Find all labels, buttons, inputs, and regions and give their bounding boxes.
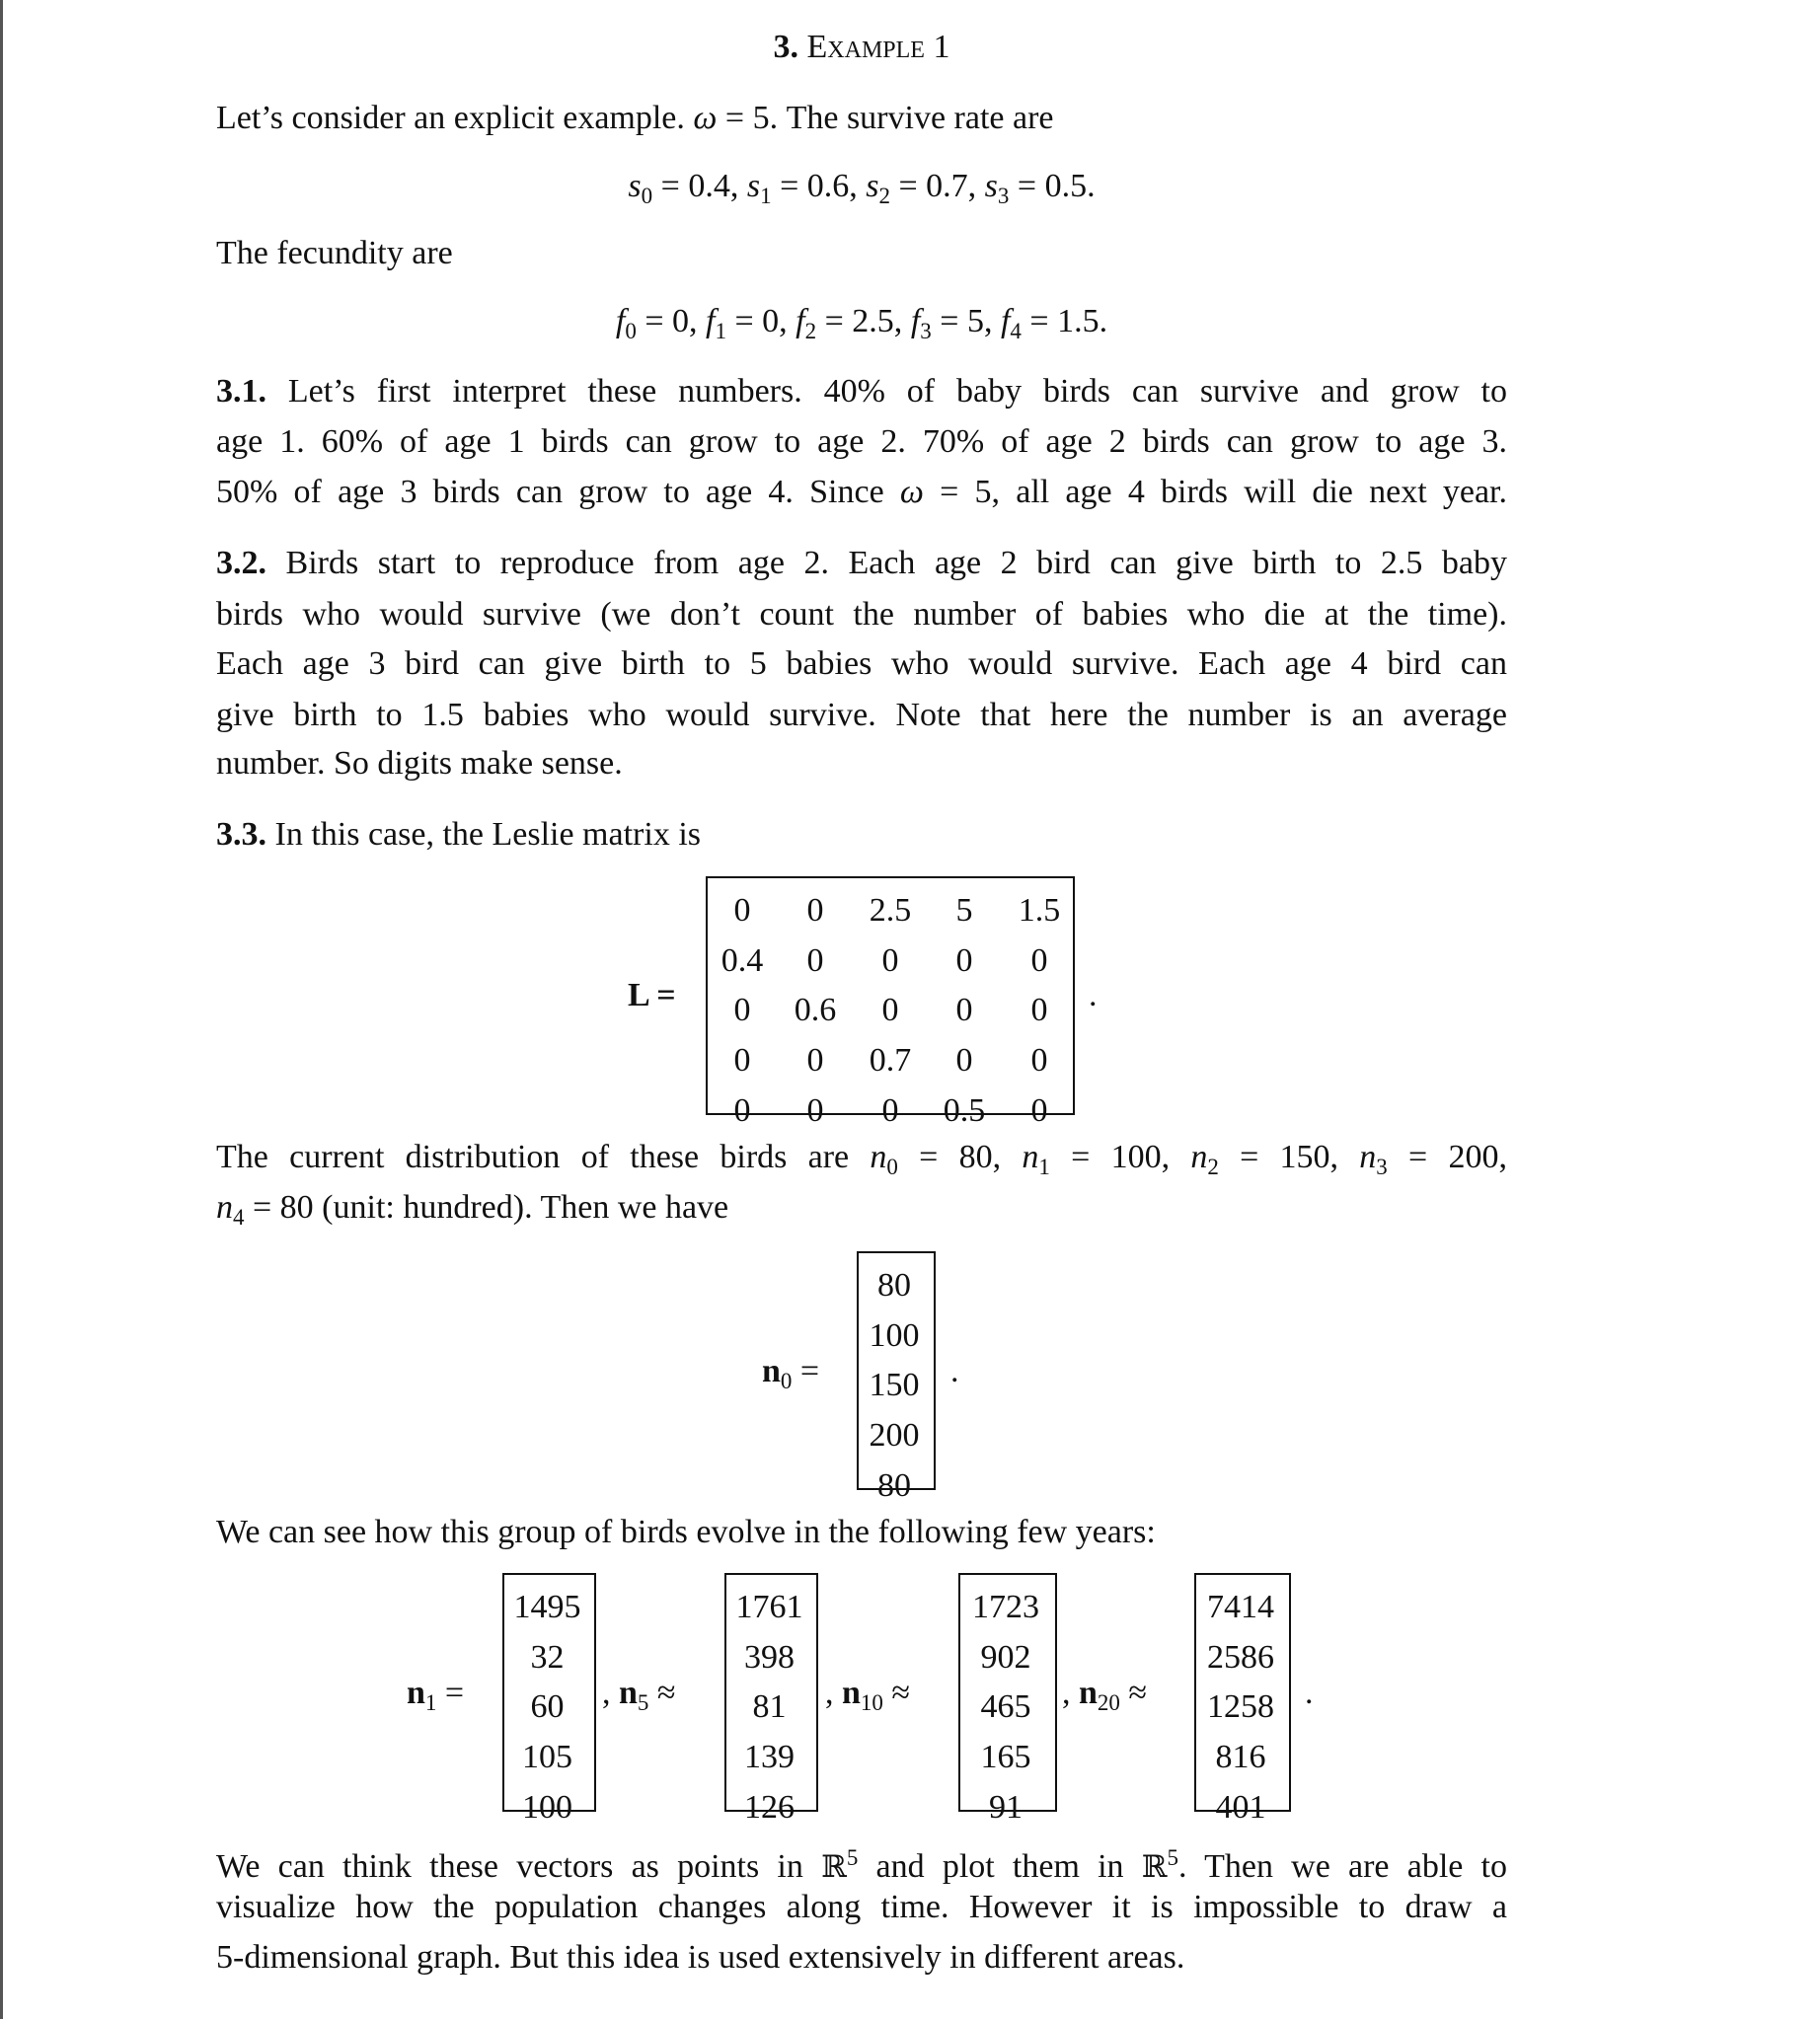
vector-cell: 80	[877, 1466, 911, 1504]
text-segment: = 200,	[1387, 1139, 1507, 1175]
vector-cell: 105	[522, 1739, 572, 1776]
math-symbol: n	[870, 1139, 887, 1175]
text-segment: = 0.7,	[889, 168, 985, 204]
matrix-cell: 0	[955, 992, 973, 1029]
vector-name: n	[1079, 1675, 1098, 1711]
text-segment: 50% of age 3 birds can grow to age 4. Since	[216, 474, 900, 510]
vector-label	[602, 1668, 676, 1728]
text-segment: birds who would survive (we don’t count the number of babies who die at the time).	[216, 596, 1507, 633]
text-line	[216, 1507, 1507, 1557]
math-symbol: 1	[715, 319, 726, 343]
text-segment: Birds start to reproduce from age 2. Each age 2 bird can give birth to 2.5 baby	[266, 545, 1507, 581]
math-symbol: n	[1022, 1139, 1039, 1175]
vector-cell: 902	[980, 1638, 1031, 1676]
matrix-cell: 0	[806, 892, 824, 929]
relation: ≈	[882, 1675, 911, 1711]
matrix-cell: 0.6	[794, 992, 837, 1029]
text-segment: age 1. 60% of age 1 birds can grow to age 2. 70% of age 2 birds can grow to age 3.	[216, 423, 1507, 460]
vector-cell: 401	[1215, 1788, 1266, 1826]
math-symbol: f	[796, 303, 805, 339]
paragraph-number: 3.3.	[216, 816, 266, 853]
math-symbol: 1	[1038, 1155, 1050, 1179]
math-symbol: f	[706, 303, 716, 339]
vector-cell: 32	[530, 1638, 565, 1676]
matrix-cell: 0	[733, 1042, 751, 1080]
leslie-period: .	[1089, 977, 1098, 1013]
matrix-cell: 0	[881, 941, 899, 979]
math-symbol: ω	[899, 474, 924, 510]
vector-label	[407, 1668, 464, 1728]
text-segment: The fecundity are	[216, 235, 453, 271]
label-prefix: ,	[1062, 1675, 1079, 1711]
math-symbol: 1	[760, 184, 772, 208]
text-line	[216, 1832, 1507, 1883]
leslie-matrix	[706, 876, 1075, 1129]
n0-vector	[857, 1251, 936, 1504]
vector-cell: 2586	[1207, 1638, 1274, 1676]
math-symbol: 4	[233, 1205, 245, 1230]
text-line	[216, 690, 1507, 740]
text-segment: = 0.4,	[652, 168, 747, 204]
matrix-cell: 0	[955, 1042, 973, 1080]
text-segment: number. So digits make sense.	[216, 745, 623, 782]
matrix-cell: 0	[733, 892, 751, 929]
text-line	[216, 296, 1507, 346]
population-vector	[724, 1573, 818, 1826]
math-symbol: n	[216, 1189, 233, 1226]
text-segment: 5-dimensional graph. But this idea is used extensively in different areas.	[216, 1939, 1185, 1976]
text-line	[216, 1882, 1507, 1932]
text-segment: In this case, the Leslie matrix is	[266, 816, 701, 853]
text-segment: give birth to 1.5 babies who would survive. Note that here the number is an average	[216, 697, 1507, 733]
matrix-cell: 0	[881, 992, 899, 1029]
vector-cell: 91	[989, 1788, 1023, 1826]
paragraph-number: 3.2.	[216, 545, 266, 581]
text-line	[216, 161, 1507, 211]
vector-cell: 1495	[513, 1589, 581, 1625]
vector-subscript: 5	[637, 1690, 649, 1715]
matrix-cell: 0.4	[720, 941, 764, 979]
section-number: 3.	[773, 29, 799, 65]
math-symbol: n	[1359, 1139, 1377, 1175]
section-title	[0, 22, 1723, 72]
vector-cell: 1723	[972, 1589, 1039, 1625]
vector-cell: 465	[980, 1688, 1031, 1726]
math-symbol: 2	[1207, 1155, 1219, 1179]
matrix-cell: 0	[806, 1042, 824, 1080]
text-segment: = 0.6,	[771, 168, 867, 204]
math-symbol: n	[1190, 1139, 1208, 1175]
text-line	[216, 809, 1507, 860]
population-vector	[502, 1573, 596, 1826]
math-symbol: 0	[641, 184, 653, 208]
matrix-cell: 2.5	[869, 892, 912, 929]
matrix-cell: 1.5	[1018, 892, 1061, 929]
vector-subscript: 20	[1097, 1690, 1120, 1715]
vector-subscript: 1	[424, 1690, 437, 1715]
text-segment: = 5. The survive rate are	[717, 100, 1054, 136]
vector-cell: 200	[869, 1417, 920, 1455]
math-symbol: f	[910, 303, 921, 339]
vector-cell: 398	[744, 1638, 795, 1676]
text-segment: = 0,	[636, 303, 707, 339]
vector-cell: 7414	[1207, 1589, 1274, 1625]
text-line	[216, 638, 1507, 689]
vector-cell: 816	[1215, 1739, 1266, 1776]
math-symbol: 2	[878, 184, 890, 208]
matrix-cell: 5	[955, 892, 973, 929]
math-symbol: s	[984, 168, 998, 204]
text-segment: Let’s first interpret these numbers. 40% of baby birds can survive and grow to	[266, 373, 1507, 410]
text-line	[216, 589, 1507, 639]
vector-cell: 1258	[1207, 1688, 1274, 1726]
page-left-border	[0, 0, 3, 2019]
vector-name: n	[842, 1675, 861, 1711]
text-line	[216, 538, 1507, 588]
vector-cell: 100	[522, 1788, 572, 1826]
text-segment: Each age 3 bird can give birth to 5 babies who would survive. Each age 4 bird can	[216, 645, 1507, 682]
matrix-cell: 0	[955, 941, 973, 979]
paragraph-number: 3.1.	[216, 373, 266, 410]
text-segment: and plot them in	[858, 1848, 1142, 1885]
vector-cell: 100	[869, 1316, 920, 1354]
text-line	[216, 1932, 1507, 1982]
matrix-cell: 0	[733, 992, 751, 1029]
text-line	[216, 366, 1507, 416]
text-segment: visualize how the population changes along time. However it is impossible to draw a	[216, 1889, 1507, 1925]
matrix-cell: 0	[881, 1091, 899, 1129]
text-segment: = 80 (unit: hundred). Then we have	[244, 1189, 729, 1226]
text-segment: The current distribution of these birds are	[216, 1139, 871, 1175]
text-segment: = 100,	[1049, 1139, 1191, 1175]
math-symbol: 3	[1376, 1155, 1388, 1179]
evolution-period: .	[1305, 1675, 1314, 1711]
label-prefix: ,	[602, 1675, 619, 1711]
math-symbol: ω	[693, 100, 718, 136]
vector-name: n	[407, 1675, 425, 1711]
text-segment: We can think these vectors as points in	[216, 1848, 822, 1885]
text-segment: = 0,	[725, 303, 796, 339]
matrix-cell: 0	[806, 1091, 824, 1129]
matrix-cell: 0	[1030, 1042, 1048, 1080]
text-segment: = 0.5.	[1009, 168, 1096, 204]
matrix-cell: 0.7	[869, 1042, 912, 1080]
math-symbol: ℝ	[821, 1849, 847, 1885]
text-segment: = 5, all age 4 birds will die next year.	[923, 474, 1507, 510]
matrix-cell: 0	[733, 1091, 751, 1129]
text-segment: = 2.5,	[816, 303, 911, 339]
math-symbol: 3	[997, 184, 1010, 208]
math-symbol: 3	[920, 319, 932, 343]
text-line	[216, 738, 1507, 788]
math-symbol: f	[1000, 303, 1011, 339]
math-symbol: s	[746, 168, 761, 204]
matrix-cell: 0	[1030, 941, 1048, 979]
math-symbol: ℝ	[1141, 1849, 1168, 1885]
text-segment: We can see how this group of birds evolve in the following few years:	[216, 1514, 1156, 1550]
math-symbol: 0	[886, 1155, 898, 1179]
vector-cell: 1761	[735, 1589, 803, 1625]
text-line	[216, 1182, 1507, 1233]
vector-cell: 60	[530, 1688, 565, 1726]
text-segment: . Then we are able to	[1178, 1848, 1508, 1885]
vector-cell: 139	[744, 1739, 795, 1776]
text-segment: = 150,	[1218, 1139, 1360, 1175]
text-line	[216, 467, 1507, 517]
text-line	[216, 416, 1507, 467]
section-name: Example 1	[806, 29, 950, 65]
vector-label	[825, 1668, 910, 1728]
matrix-cell: 0	[1030, 992, 1048, 1029]
math-symbol: f	[615, 303, 626, 339]
vector-cell: 81	[752, 1688, 787, 1726]
vector-subscript: 10	[860, 1690, 883, 1715]
leslie-label: L =	[628, 977, 676, 1013]
n0-label: $n_0$ =	[762, 1353, 820, 1393]
text-segment: = 80,	[897, 1139, 1023, 1175]
matrix-cell: 0.5	[943, 1091, 986, 1129]
math-symbol: s	[628, 168, 642, 204]
vector-cell: 165	[980, 1739, 1031, 1776]
matrix-cell: 0	[1030, 1091, 1048, 1129]
vector-name: n	[619, 1675, 638, 1711]
n0-period: .	[950, 1353, 959, 1389]
text-line	[216, 1132, 1507, 1182]
math-symbol: 4	[1010, 319, 1022, 343]
relation: ≈	[648, 1675, 676, 1711]
population-vector	[958, 1573, 1057, 1826]
label-prefix: ,	[825, 1675, 842, 1711]
text-line	[216, 93, 1507, 143]
math-symbol: 2	[804, 319, 817, 343]
matrix-cell: 0	[806, 941, 824, 979]
relation: =	[436, 1675, 465, 1711]
text-segment: = 5,	[931, 303, 1001, 339]
math-symbol: 5	[846, 1845, 859, 1870]
vector-label	[1062, 1668, 1147, 1728]
text-line	[216, 228, 1507, 278]
text-segment: Let’s consider an explicit example.	[216, 100, 694, 136]
vector-cell: 80	[877, 1267, 911, 1304]
text-segment: = 1.5.	[1021, 303, 1108, 339]
relation: ≈	[1119, 1675, 1148, 1711]
math-symbol: 0	[625, 319, 637, 343]
population-vector	[1194, 1573, 1291, 1826]
math-symbol: s	[866, 168, 879, 204]
math-symbol: 5	[1167, 1845, 1179, 1870]
vector-cell: 126	[744, 1788, 795, 1826]
vector-cell: 150	[869, 1367, 920, 1404]
